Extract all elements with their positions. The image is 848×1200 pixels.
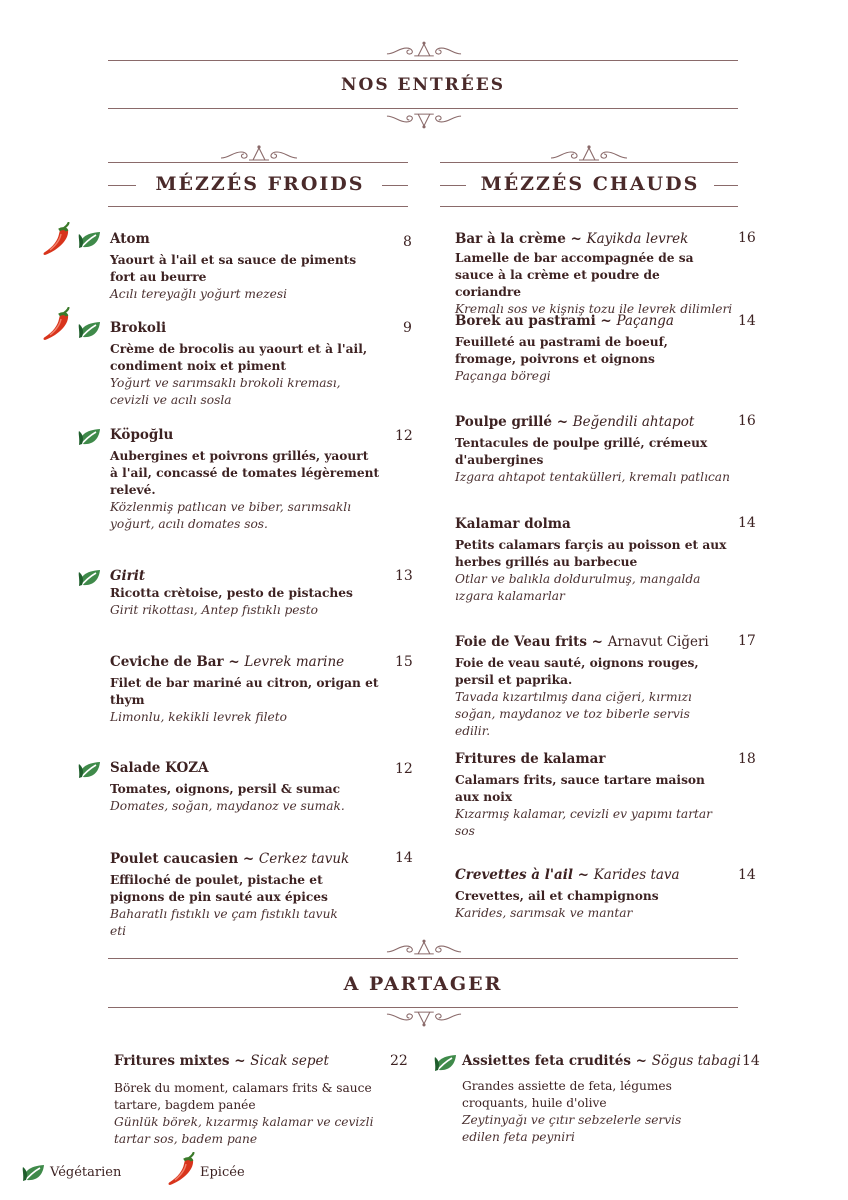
- item-description: Ricotta crètoise, pesto de pistaches: [110, 586, 353, 600]
- divider: [108, 206, 408, 207]
- item-name: Girit: [110, 568, 146, 584]
- spicy-pepper-icon: [167, 1152, 197, 1186]
- item-price: 8: [403, 234, 412, 250]
- menu-item-borek-pastrami: [455, 312, 730, 385]
- legend-vegetarian: Végétarien: [50, 1165, 122, 1180]
- item-translation: Paçanga böregi: [455, 369, 551, 383]
- ornament-top-icon: [548, 144, 630, 164]
- divider: [108, 958, 738, 959]
- ornament-top-icon: [385, 938, 463, 958]
- ornament-top-icon: [218, 144, 300, 164]
- item-translation: Yoğurt ve sarımsaklı brokoli kreması, cevizli ve acılı sosla: [110, 376, 341, 407]
- section-title-entrees: NOS ENTRÉES: [340, 75, 505, 95]
- item-description: Petits calamars farçis au poisson et aux herbes grillés au barbecue: [455, 538, 727, 569]
- ornament-bottom-icon: [385, 1008, 463, 1028]
- item-name: Köpoğlu: [110, 427, 174, 443]
- menu-item-foie-de-veau: [455, 633, 730, 740]
- item-name: Foie de Veau frits ~ Arnavut Ciğeri: [455, 634, 709, 650]
- item-name: Crevettes à l'ail ~ Karides tava: [455, 867, 680, 883]
- vegetarian-leaf-icon: [22, 1163, 46, 1183]
- item-name: Poulet caucasien ~ Cerkez tavuk: [110, 851, 350, 867]
- vegetarian-leaf-icon: [78, 230, 102, 250]
- item-name: Borek au pastrami ~ Paçanga: [455, 313, 674, 329]
- item-translation: Otlar ve balıkla doldurulmuş, mangalda ızgara kalamarlar: [455, 572, 701, 603]
- section-title-partager: A PARTAGER: [343, 973, 503, 995]
- menu-item-assiettes-feta: [462, 1052, 741, 1146]
- divider: [440, 162, 738, 163]
- vegetarian-leaf-icon: [78, 760, 102, 780]
- item-description: Yaourt à l'ail et sa sauce de piments fort au beurre: [110, 253, 357, 284]
- item-description: Calamars frits, sauce tartare maison aux noix: [455, 773, 705, 804]
- item-name: Fritures mixtes ~ Sicak sepet: [114, 1053, 329, 1069]
- menu-item-fritures-mixtes: [114, 1052, 379, 1148]
- menu-item-ceviche: [110, 653, 380, 726]
- menu-item-salade-koza: [110, 759, 380, 815]
- item-translation: Kızarmış kalamar, cevizli ev yapımı tartar sos: [455, 807, 713, 838]
- vegetarian-leaf-icon: [78, 320, 102, 340]
- divider: [108, 108, 738, 109]
- ornament-bottom-icon: [385, 110, 463, 130]
- item-name: Brokoli: [110, 320, 167, 336]
- menu-item-atom: [110, 230, 380, 303]
- item-translation: Günlük börek, kızarmış kalamar ve cevizli tartar sos, badem pane: [114, 1115, 374, 1146]
- vegetarian-leaf-icon: [78, 427, 102, 447]
- item-price: 17: [738, 633, 756, 649]
- divider: [440, 185, 466, 186]
- menu-item-fritures-kalamar: [455, 750, 730, 840]
- item-name: Assiettes feta crudités ~ Sögus tabagi: [462, 1053, 741, 1069]
- divider: [714, 185, 738, 186]
- item-name: Atom: [110, 231, 150, 247]
- legend-spicy: Epicée: [200, 1165, 245, 1180]
- item-translation: Zeytinyağı ve çıtır sebzelerle servis edilen feta peyniri: [462, 1113, 682, 1144]
- item-price: 14: [395, 850, 413, 866]
- item-description: Tomates, oignons, persil & sumac: [110, 782, 341, 796]
- item-description: Filet de bar mariné au citron, origan et thym: [110, 676, 379, 707]
- item-description: Effiloché de poulet, pistache et pignons de pin sauté aux épices: [110, 873, 328, 904]
- item-translation: Kremalı sos ve kişniş tozu ile levrek dilimleri: [455, 302, 733, 316]
- ornament-top-icon: [385, 40, 463, 60]
- menu-item-girit: [110, 567, 380, 619]
- divider: [108, 60, 738, 61]
- item-price: 13: [395, 568, 413, 584]
- item-price: 9: [403, 320, 412, 336]
- item-translation: Domates, soğan, maydanoz ve sumak.: [110, 799, 345, 813]
- item-description: Feuilleté au pastrami de boeuf, fromage, poivrons et oignons: [455, 335, 668, 366]
- menu-item-bar-creme: [455, 230, 733, 318]
- item-price: 14: [738, 515, 756, 531]
- item-price: 22: [390, 1053, 408, 1069]
- item-translation: Tavada kızartılmış dana ciğeri, kırmızı soğan, maydanoz ve toz biberle servis edilir.: [455, 690, 692, 738]
- item-translation: Izgara ahtapot tentakülleri, kremalı patlıcan: [455, 470, 730, 484]
- item-name: Kalamar dolma: [455, 516, 571, 532]
- item-translation: Karides, sarımsak ve mantar: [455, 906, 633, 920]
- menu-item-kopoglu: [110, 426, 380, 533]
- item-name: Ceviche de Bar ~ Levrek marine: [110, 654, 345, 670]
- menu-item-poulpe-grille: [455, 413, 730, 486]
- section-title-froids: MÉZZÉS FROIDS: [155, 173, 365, 195]
- item-price: 14: [738, 867, 756, 883]
- spicy-pepper-icon: [42, 222, 72, 256]
- divider: [108, 185, 136, 186]
- item-description: Foie de veau sauté, oignons rouges, persil et paprika.: [455, 656, 699, 687]
- item-translation: Limonlu, kekikli levrek fileto: [110, 710, 287, 724]
- item-description: Lamelle de bar accompagnée de sa sauce à la crème et poudre de coriandre: [455, 251, 694, 299]
- item-price: 14: [742, 1053, 760, 1069]
- item-price: 12: [395, 428, 413, 444]
- menu-item-poulet-caucasien: [110, 850, 375, 940]
- vegetarian-leaf-icon: [78, 568, 102, 588]
- item-description: Tentacules de poulpe grillé, crémeux d'aubergines: [455, 436, 708, 467]
- item-price: 15: [395, 654, 413, 670]
- item-name: Bar à la crème ~ Kayikda levrek: [455, 231, 689, 247]
- item-translation: Acılı tereyağlı yoğurt mezesi: [110, 287, 287, 301]
- item-price: 18: [738, 751, 756, 767]
- divider: [382, 185, 408, 186]
- item-translation: Baharatlı fıstıklı ve çam fıstıklı tavuk eti: [110, 907, 338, 938]
- item-description: Crème de brocolis au yaourt et à l'ail, condiment noix et piment: [110, 342, 368, 373]
- divider: [108, 162, 408, 163]
- item-price: 16: [738, 413, 756, 429]
- item-description: Grandes assiette de feta, légumes croquants, huile d'olive: [462, 1079, 672, 1110]
- vegetarian-leaf-icon: [434, 1053, 458, 1073]
- divider: [440, 206, 738, 207]
- item-name: Poulpe grillé ~ Beğendili ahtapot: [455, 414, 695, 430]
- item-description: Crevettes, ail et champignons: [455, 889, 659, 903]
- item-translation: Közlenmiş patlıcan ve biber, sarımsaklı yoğurt, acılı domates sos.: [110, 500, 352, 531]
- menu-item-crevettes-ail: [455, 866, 730, 922]
- section-title-chauds: MÉZZÉS CHAUDS: [480, 173, 700, 195]
- item-description: Börek du moment, calamars frits & sauce tartare, bagdem panée: [114, 1081, 372, 1112]
- item-name: Fritures de kalamar: [455, 751, 606, 767]
- item-description: Aubergines et poivrons grillés, yaourt à l'ail, concassé de tomates légèrement relevé.: [110, 449, 380, 497]
- item-price: 12: [395, 761, 413, 777]
- menu-item-brokoli: [110, 319, 380, 409]
- menu-item-kalamar-dolma: [455, 515, 730, 605]
- item-price: 14: [738, 313, 756, 329]
- item-name: Salade KOZA: [110, 760, 209, 776]
- spicy-pepper-icon: [42, 307, 72, 341]
- item-translation: Girit rikottası, Antep fıstıklı pesto: [110, 603, 318, 617]
- item-price: 16: [738, 230, 756, 246]
